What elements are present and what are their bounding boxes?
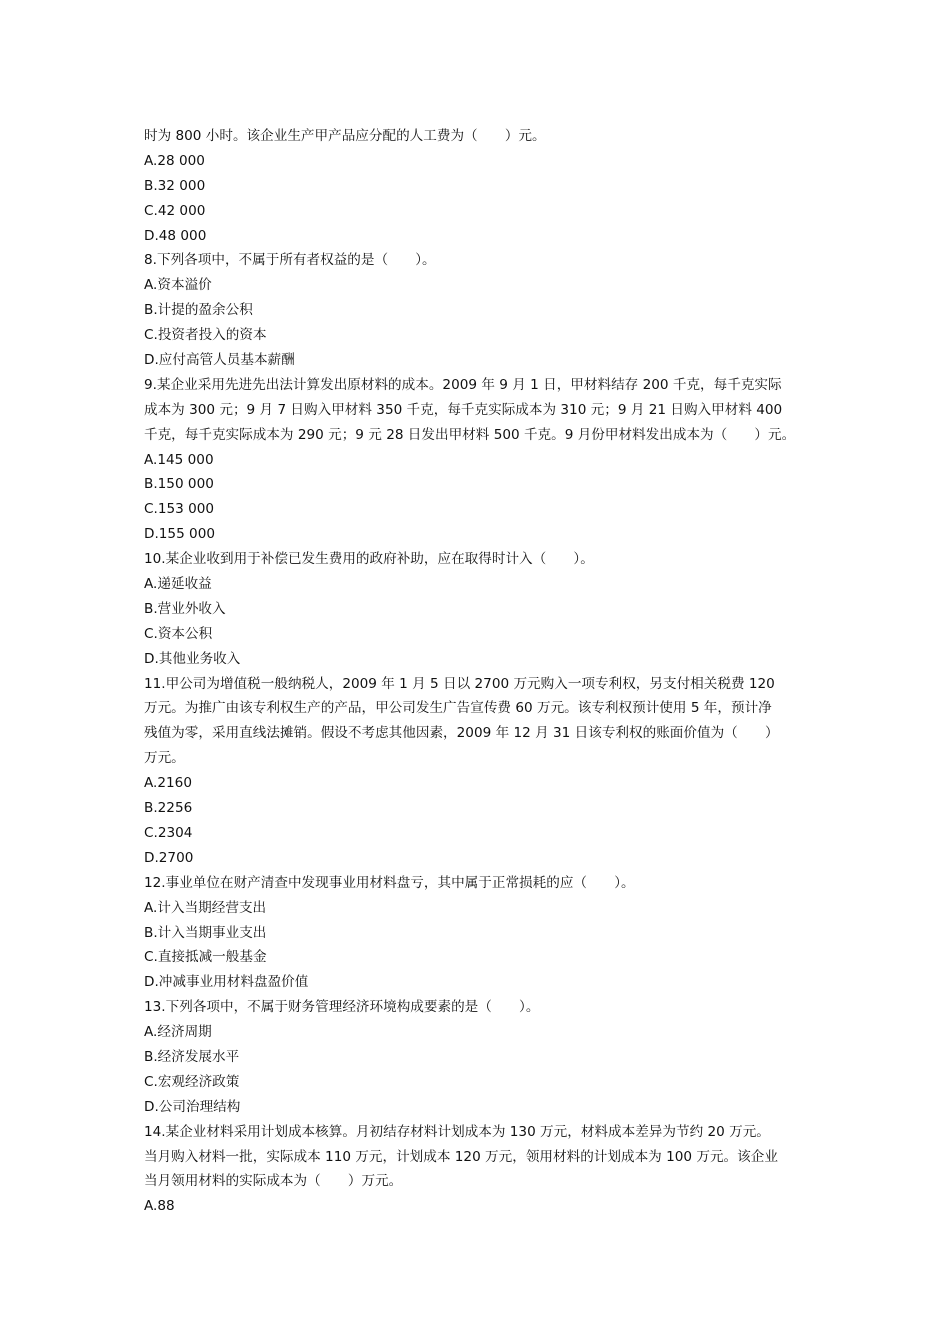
option-line: C.投资者投入的资本 [144, 327, 267, 344]
question-line: 9.某企业采用先进先出法计算发出原材料的成本。2009 年 9 月 1 日，甲材料结存 200 千克，每千克实际 [144, 376, 782, 393]
option-line: C.资本公积 [144, 625, 213, 642]
question-line: 当月购入材料一批，实际成本 110 万元，计划成本 120 万元，领用材料的计划成本为 100 万元。该企业 [144, 1148, 778, 1165]
document-page [144, 124, 814, 1219]
option-line: A.145 000 [144, 451, 214, 468]
option-line: A.88 [144, 1198, 175, 1215]
question-line: 成本为 300 元；9 月 7 日购入甲材料 350 千克，每千克实际成本为 310 元；9 月 21 日购入甲材料 400 [144, 401, 783, 418]
option-line: D.其他业务收入 [144, 650, 241, 667]
question-line: 万元。 [144, 750, 185, 767]
option-line: A.28 000 [144, 152, 205, 169]
question-line: 14.某企业材料采用计划成本核算。月初结存材料计划成本为 130 万元，材料成本差异为节约 20 万元。 [144, 1123, 770, 1140]
question-line: 11.甲公司为增值税一般纳税人，2009 年 1 月 5 日以 2700 万元购入一项专利权，另支付相关税费 120 [144, 675, 775, 692]
question-line: 10.某企业收到用于补偿已发生费用的政府补助，应在取得时计入（ ）。 [144, 551, 594, 568]
option-line: D.应付高管人员基本薪酬 [144, 352, 295, 369]
option-line: A.计入当期经营支出 [144, 899, 267, 916]
option-line: D.155 000 [144, 526, 216, 543]
option-line: D.公司治理结构 [144, 1098, 241, 1115]
question-line: 当月领用材料的实际成本为（ ）万元。 [144, 1173, 403, 1190]
question-line: 8.下列各项中，不属于所有者权益的是（ ）。 [144, 252, 436, 269]
option-line: C.42 000 [144, 202, 206, 219]
option-line: B.2256 [144, 800, 193, 817]
option-line: B.150 000 [144, 476, 214, 493]
text-line: 时为 800 小时。该企业生产甲产品应分配的人工费为（ ）元。 [144, 128, 546, 144]
option-line: C.宏观经济政策 [144, 1073, 240, 1090]
option-line: B.经济发展水平 [144, 1048, 240, 1065]
option-line: D.冲减事业用材料盘盈价值 [144, 974, 309, 991]
option-line: A.递延收益 [144, 576, 212, 593]
option-line: A.2160 [144, 775, 192, 792]
option-line: D.48 000 [144, 227, 207, 244]
question-line: 千克，每千克实际成本为 290 元；9 元 28 日发出甲材料 500 千克。9 月份甲材料发出成本为（ ）元。 [144, 426, 796, 443]
option-line: B.32 000 [144, 177, 206, 194]
option-line: A.经济周期 [144, 1024, 212, 1041]
option-line: B.计提的盈余公积 [144, 302, 253, 319]
question-line: 13.下列各项中，不属于财务管理经济环境构成要素的是（ ）。 [144, 999, 540, 1016]
question-line: 12.事业单位在财产清查中发现事业用材料盘亏，其中属于正常损耗的应（ ）。 [144, 874, 635, 891]
question-line: 万元。为推广由该专利权生产的产品，甲公司发生广告宣传费 60 万元。该专利权预计使用 5 年，预计净 [144, 700, 772, 717]
option-line: C.153 000 [144, 501, 215, 518]
option-line: B.计入当期事业支出 [144, 924, 267, 941]
question-line: 残值为零，采用直线法摊销。假设不考虑其他因素，2009 年 12 月 31 日该专利权的账面价值为（ ） [144, 725, 779, 742]
option-line: D.2700 [144, 849, 194, 866]
option-line: B.营业外收入 [144, 600, 226, 617]
option-line: A.资本溢价 [144, 277, 212, 294]
option-line: C.直接抵减一般基金 [144, 949, 267, 966]
option-line: C.2304 [144, 824, 193, 841]
